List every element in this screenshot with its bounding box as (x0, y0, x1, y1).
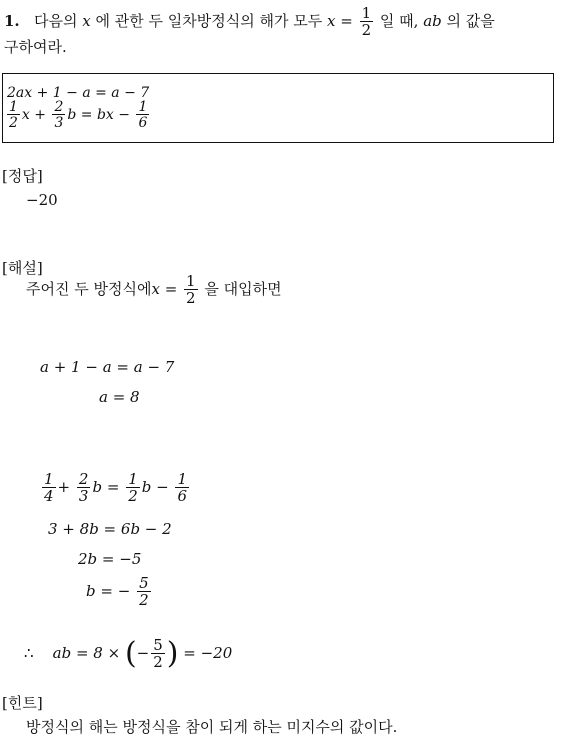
solution-intro-a: 주어진 두 방정식에 (26, 280, 152, 298)
problem-fraction (360, 6, 374, 38)
left-paren: ( (124, 636, 137, 671)
t1-frac-2-den: 3 (78, 487, 89, 505)
eq2-frac-3-num: 1 (138, 99, 148, 115)
frac-den: 2 (361, 21, 372, 39)
answer-value: −20 (26, 191, 58, 209)
conc-rhs: = −20 (183, 644, 233, 662)
t1-b-minus: b − (141, 478, 169, 496)
eq2-mid: x + (21, 107, 46, 123)
right-paren: ) (166, 636, 179, 671)
eq2-frac-3 (136, 100, 149, 130)
eq2-frac-3-den: 6 (138, 115, 148, 131)
t1-frac-1 (42, 472, 56, 504)
conc-frac-num: 5 (153, 636, 163, 654)
solution-intro (26, 274, 282, 306)
t1-frac-1-num: 1 (44, 470, 54, 488)
problem-line-2: 구하여라. (4, 38, 67, 56)
given-eq-1: 2ax + 1 − a = a − 7 (7, 85, 150, 101)
t1-frac-2-num: 2 (78, 470, 89, 488)
solution-intro-b: 을 대입하면 (204, 280, 282, 298)
t1-frac-3-den: 2 (128, 487, 138, 505)
eq2-frac-2-num: 2 (54, 99, 64, 115)
t4-frac-den: 2 (139, 591, 149, 609)
solution-intro-fraction (184, 274, 198, 306)
hint-text: 방정식의 해는 방정식을 참이 되게 하는 미지수의 값이다. (26, 718, 398, 736)
eq2-frac-2 (52, 100, 65, 130)
eq2-rest: b = bx − (67, 107, 131, 123)
t1-frac-3-num: 1 (128, 470, 138, 488)
solution-step-2: a = 8 (99, 388, 140, 406)
eq2-frac-2-den: 3 (54, 115, 64, 131)
problem-number: 1. (4, 12, 20, 30)
conc-minus: − (136, 644, 150, 662)
t1-frac-3 (126, 472, 140, 504)
problem-text-d: 의 값을 (446, 12, 495, 30)
hint-heading: [힌트] (2, 694, 43, 712)
conc-frac-den: 2 (153, 653, 163, 671)
t4-frac (137, 576, 151, 608)
conc-lhs: ab = 8 × (52, 644, 121, 662)
problem-text-c: 일 때, (379, 12, 419, 30)
eq2-frac-1 (7, 100, 20, 130)
problem-line-1 (4, 6, 495, 38)
t1-frac-2 (77, 472, 91, 504)
eq2-frac-1-num: 1 (9, 99, 18, 115)
answer-heading: [정답] (2, 167, 43, 185)
therefore-symbol: ∴ (24, 644, 34, 662)
t1-b-eq: b = (92, 478, 120, 496)
eq2-frac-1-den: 2 (9, 115, 18, 131)
problem-eq-x: x = (326, 12, 353, 30)
solution-step-3 (40, 472, 191, 504)
solution-step-4: 3 + 8b = 6b − 2 (48, 520, 172, 538)
given-eq-2 (5, 100, 151, 130)
solution-step-5: 2b = −5 (78, 550, 142, 568)
solution-intro-x: x = (151, 280, 178, 298)
t1-frac-4 (175, 472, 189, 504)
solution-conclusion (24, 638, 232, 670)
solution-step-1: a + 1 − a = a − 7 (40, 358, 175, 376)
frac-num: 1 (361, 4, 372, 22)
problem-var-ab: ab (423, 12, 442, 30)
problem-text-a: 다음의 (33, 12, 78, 30)
t4-lhs: b = − (86, 582, 131, 600)
t4-frac-num: 5 (139, 574, 149, 592)
intro-frac-num: 1 (186, 272, 196, 290)
conc-frac (151, 638, 165, 670)
solution-step-6 (86, 576, 153, 608)
solution-heading: [해설] (2, 259, 43, 277)
intro-frac-den: 2 (186, 289, 196, 307)
t1-frac-4-num: 1 (177, 470, 188, 488)
t1-plus: + (57, 478, 71, 496)
t1-frac-1-den: 4 (44, 487, 54, 505)
t1-frac-4-den: 6 (177, 487, 188, 505)
problem-var-x: x (82, 12, 91, 30)
problem-text-b: 에 관한 두 일차방정식의 해가 모두 (95, 12, 323, 30)
